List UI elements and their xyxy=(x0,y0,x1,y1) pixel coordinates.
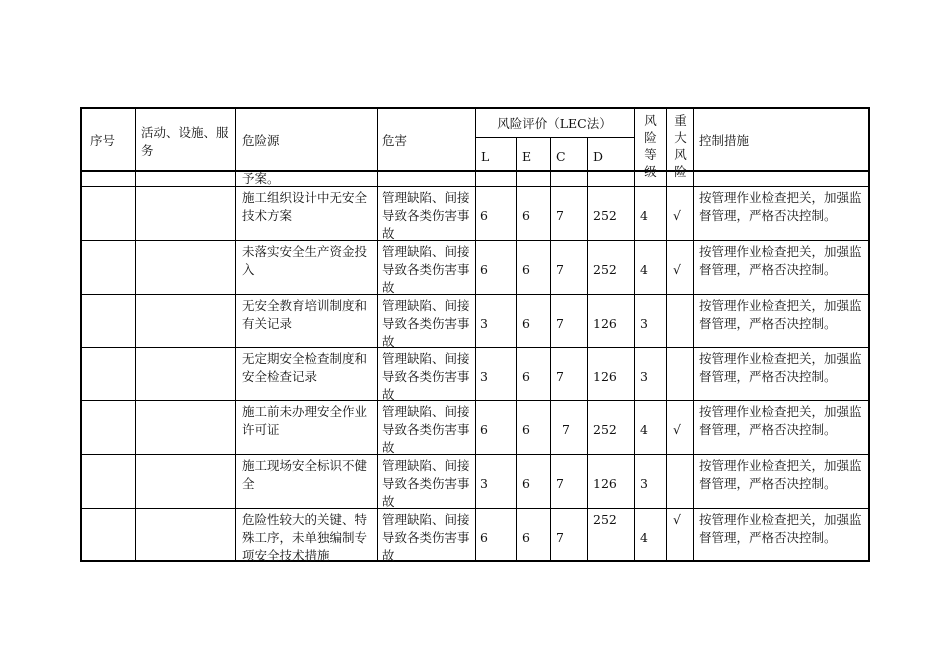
col-divider xyxy=(666,109,667,560)
header-major-risk: 重大风险 xyxy=(674,113,687,179)
risk-assessment-table xyxy=(80,107,870,562)
D-cell: 126 xyxy=(593,476,617,491)
control-cell: 按管理作业检查把关，加强监督管理，严格否决控制。 xyxy=(699,298,862,331)
row-divider xyxy=(82,400,868,401)
row-divider xyxy=(82,240,868,241)
header-risk-eval: 风险评价（LEC法） xyxy=(497,116,612,131)
L-cell: 6 xyxy=(480,262,488,277)
header-harm: 危害 xyxy=(382,133,408,148)
D-cell: 252 xyxy=(593,422,617,437)
col-divider xyxy=(587,137,588,560)
header-col-C: C xyxy=(556,149,566,164)
row-divider xyxy=(82,294,868,295)
header-risk-level: 风险等级 xyxy=(644,113,657,179)
L-cell: 6 xyxy=(480,530,488,545)
major-risk-cell: √ xyxy=(673,422,681,437)
C-cell: 7 xyxy=(562,422,570,437)
row-divider xyxy=(82,186,868,187)
D-cell: 126 xyxy=(593,316,617,331)
D-cell: 252 xyxy=(593,208,617,223)
header-col-E: E xyxy=(522,149,532,164)
risk-level-cell: 4 xyxy=(640,262,648,277)
col-divider xyxy=(475,109,476,560)
header-risk-level-cell xyxy=(635,112,666,179)
L-cell: 3 xyxy=(480,316,488,331)
E-cell: 6 xyxy=(522,476,530,491)
E-cell: 6 xyxy=(522,208,530,223)
C-cell: 7 xyxy=(556,262,564,277)
row-divider xyxy=(475,137,634,138)
C-cell: 7 xyxy=(556,316,564,331)
risk-level-cell: 3 xyxy=(640,369,648,384)
control-cell: 按管理作业检查把关，加强监督管理，严格否决控制。 xyxy=(699,512,862,545)
C-cell: 7 xyxy=(556,208,564,223)
harm-cell: 管理缺陷、间接导致各类伤害事故 xyxy=(382,351,470,402)
E-cell: 6 xyxy=(522,422,530,437)
hazard-cell: 无安全教育培训制度和有关记录 xyxy=(242,298,368,331)
control-cell: 按管理作业检查把关，加强监督管理，严格否决控制。 xyxy=(699,458,862,491)
risk-level-cell: 4 xyxy=(640,530,648,545)
control-cell: 按管理作业检查把关，加强监督管理，严格否决控制。 xyxy=(699,190,862,223)
L-cell: 3 xyxy=(480,476,488,491)
col-divider xyxy=(235,109,236,560)
hazard-cell: 危险性较大的关键、特殊工序，未单独编制专项安全技术措施 xyxy=(242,512,368,563)
E-cell: 6 xyxy=(522,530,530,545)
E-cell: 6 xyxy=(522,262,530,277)
control-cell: 按管理作业检查把关，加强监督管理，严格否决控制。 xyxy=(699,244,862,277)
hazard-cell: 无定期安全检查制度和安全检查记录 xyxy=(242,351,368,384)
header-hazard-source: 危险源 xyxy=(242,133,280,148)
C-cell: 7 xyxy=(556,476,564,491)
header-major-risk-cell xyxy=(667,112,693,179)
hazard-cell: 施工现场安全标识不健全 xyxy=(242,458,368,491)
harm-cell: 管理缺陷、间接导致各类伤害事故 xyxy=(382,512,470,563)
hazard-cell: 施工前未办理安全作业许可证 xyxy=(242,404,368,437)
col-divider xyxy=(693,109,694,560)
header-control: 控制措施 xyxy=(699,133,750,148)
harm-cell: 管理缺陷、间接导致各类伤害事故 xyxy=(382,458,470,509)
header-seq: 序号 xyxy=(90,133,116,148)
E-cell: 6 xyxy=(522,316,530,331)
harm-cell: 管理缺陷、间接导致各类伤害事故 xyxy=(382,404,470,455)
risk-level-cell: 4 xyxy=(640,422,648,437)
risk-level-cell: 4 xyxy=(640,208,648,223)
risk-level-cell: 3 xyxy=(640,476,648,491)
D-cell: 252 xyxy=(593,262,617,277)
col-divider xyxy=(135,109,136,560)
header-bottom-line xyxy=(82,170,868,172)
row-divider xyxy=(82,347,868,348)
major-risk-cell: √ xyxy=(673,512,681,527)
L-cell: 3 xyxy=(480,369,488,384)
col-divider xyxy=(634,109,635,560)
L-cell: 6 xyxy=(480,208,488,223)
col-divider xyxy=(550,137,551,560)
D-cell: 126 xyxy=(593,369,617,384)
header-col-D: D xyxy=(593,149,604,164)
continued-text: 予案。 xyxy=(242,171,280,186)
hazard-cell: 施工组织设计中无安全技术方案 xyxy=(242,190,368,223)
C-cell: 7 xyxy=(556,530,564,545)
control-cell: 按管理作业检查把关，加强监督管理，严格否决控制。 xyxy=(699,351,862,384)
harm-cell: 管理缺陷、间接导致各类伤害事故 xyxy=(382,190,470,241)
D-cell: 252 xyxy=(593,512,617,527)
header-activity: 活动、设施、服务 xyxy=(141,125,229,158)
row-divider xyxy=(82,508,868,509)
header-col-L: L xyxy=(481,149,490,164)
col-divider xyxy=(516,137,517,560)
hazard-cell: 未落实安全生产资金投入 xyxy=(242,244,368,277)
control-cell: 按管理作业检查把关，加强监督管理，严格否决控制。 xyxy=(699,404,862,437)
E-cell: 6 xyxy=(522,369,530,384)
C-cell: 7 xyxy=(556,369,564,384)
risk-level-cell: 3 xyxy=(640,316,648,331)
row-divider xyxy=(82,454,868,455)
major-risk-cell: √ xyxy=(673,262,681,277)
col-divider xyxy=(377,109,378,560)
harm-cell: 管理缺陷、间接导致各类伤害事故 xyxy=(382,244,470,295)
harm-cell: 管理缺陷、间接导致各类伤害事故 xyxy=(382,298,470,349)
L-cell: 6 xyxy=(480,422,488,437)
major-risk-cell: √ xyxy=(673,208,681,223)
